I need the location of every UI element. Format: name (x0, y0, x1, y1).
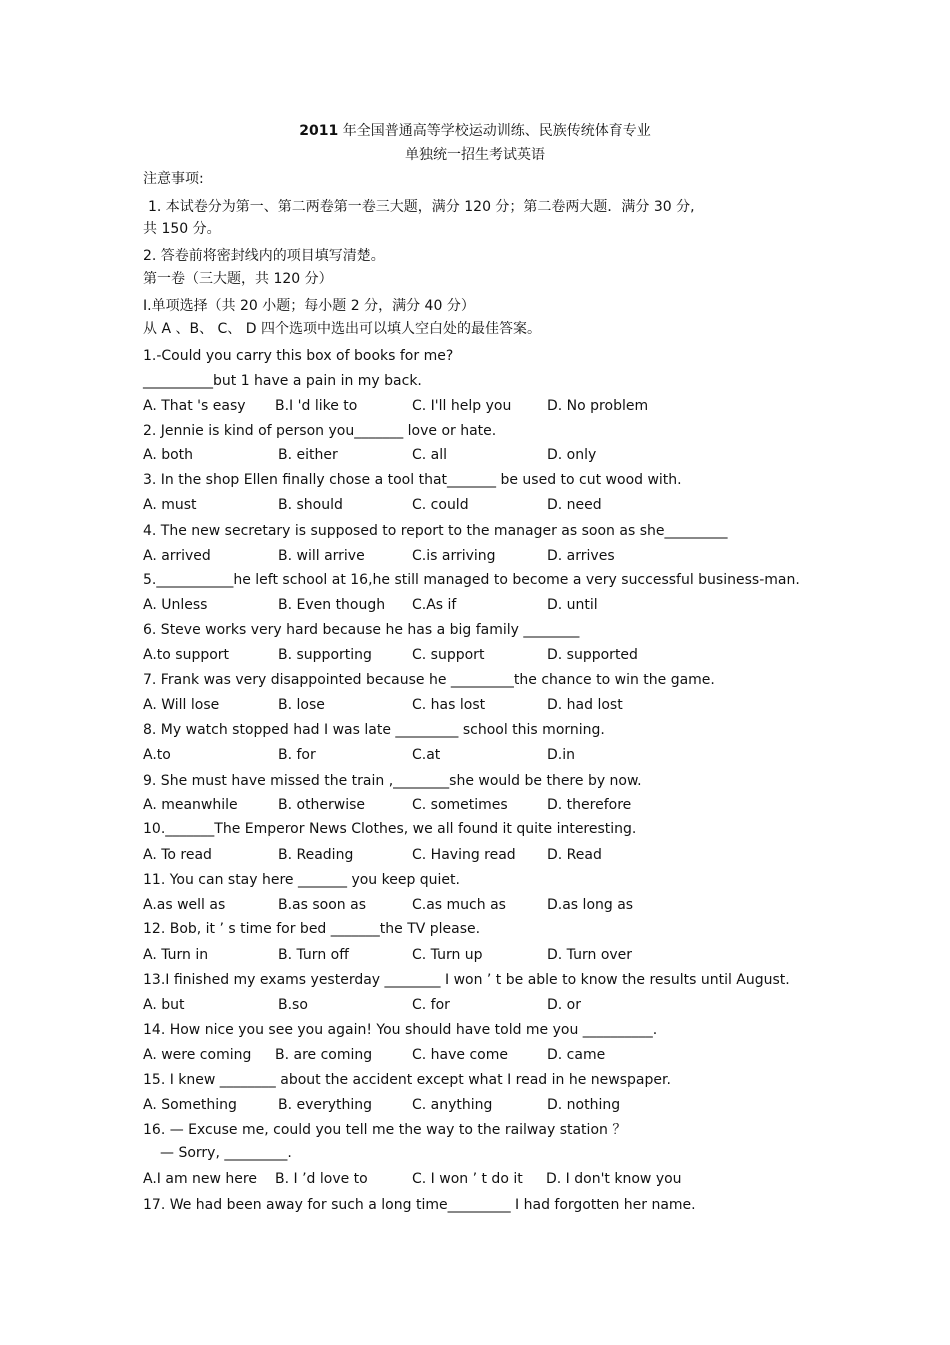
question-13-option-b: B.so (278, 997, 308, 1013)
question-5-option-d: D. until (547, 597, 598, 613)
note-1-continued: 共 150 分。 (143, 221, 221, 237)
question-7-option-c: C. has lost (412, 697, 486, 713)
question-11-option-d: D.as long as (547, 897, 634, 913)
question-3: 3. In the shop Ellen finally chose a tool that_______ be used to cut wood with. (143, 472, 682, 488)
question-16-option-b: B. I ’d love to (275, 1171, 368, 1187)
question-2: 2. Jennie is kind of person you_______ love or hate. (143, 423, 497, 439)
question-6-option-a: A.to support (143, 647, 230, 663)
question-10-option-a: A. To read (143, 847, 212, 863)
question-14-option-d: D. came (547, 1047, 606, 1063)
question-6-option-c: C. support (412, 647, 485, 663)
question-11-option-a: A.as well as (143, 897, 226, 913)
note-1: 1. 本试卷分为第一、第二两卷第一卷三大题，满分 120 分；第二卷两大题．满分 30 分, (148, 199, 695, 215)
question-10: 10._______The Emperor News Clothes, we all found it quite interesting. (143, 821, 637, 837)
question-1: 1.-Could you carry this box of books for me? (143, 348, 454, 364)
question-12-option-d: D. Turn over (547, 947, 633, 963)
question-3-option-c: C. could (412, 497, 469, 513)
question-10-option-d: D. Read (547, 847, 602, 863)
question-9-option-b: B. otherwise (278, 797, 366, 813)
question-5: 5.___________he left school at 16,he still managed to become a very successful business-man. (143, 572, 800, 588)
question-4-option-b: B. will arrive (278, 548, 365, 564)
question-1-option-d: D. No problem (547, 398, 649, 414)
question-5-option-b: B. Even though (278, 597, 386, 613)
question-11-option-b: B.as soon as (278, 897, 366, 913)
question-7: 7. Frank was very disappointed because he _________the chance to win the game. (143, 672, 715, 688)
question-12-option-b: B. Turn off (278, 947, 349, 963)
question-11-option-c: C.as much as (412, 897, 506, 913)
question-3-option-d: D. need (547, 497, 602, 513)
question-1-option-b: B.I 'd like to (275, 398, 358, 414)
question-10-option-c: C. Having read (412, 847, 516, 863)
part-1-heading: 第一卷（三大题，共 120 分） (143, 271, 333, 287)
question-14-option-c: C. have come (412, 1047, 508, 1063)
question-16-option-c: C. I won ’ t do it (412, 1171, 523, 1187)
question-8-option-b: B. for (278, 747, 316, 763)
question-6-option-b: B. supporting (278, 647, 372, 663)
question-2-option-d: D. only (547, 447, 597, 463)
question-15-option-c: C. anything (412, 1097, 493, 1113)
exam-title-line-1 (0, 121, 950, 141)
question-1-option-a: A. That 's easy (143, 398, 246, 414)
question-11: 11. You can stay here _______ you keep quiet. (143, 872, 460, 888)
question-4: 4. The new secretary is supposed to report to the manager as soon as she_________ (143, 523, 728, 539)
note-2: 2. 答卷前将密封线内的项目填写清楚。 (143, 248, 385, 264)
question-12-option-a: A. Turn in (143, 947, 209, 963)
question-4-option-d: D. arrives (547, 548, 615, 564)
question-2-option-c: C. all (412, 447, 448, 463)
question-6: 6. Steve works very hard because he has a big family ________ (143, 622, 580, 638)
question-14-option-b: B. are coming (275, 1047, 373, 1063)
question-3-option-a: A. must (143, 497, 197, 513)
question-8: 8. My watch stopped had I was late _________ school this morning. (143, 722, 605, 738)
question-12-option-c: C. Turn up (412, 947, 483, 963)
exam-year: 2011 (299, 123, 339, 139)
question-15-option-b: B. everything (278, 1097, 373, 1113)
question-7-option-d: D. had lost (547, 697, 623, 713)
question-15: 15. I knew ________ about the accident except what I read in he newspaper. (143, 1072, 671, 1088)
question-8-option-a: A.to (143, 747, 171, 763)
question-9: 9. She must have missed the train ,________she would be there by now. (143, 773, 642, 789)
question-2-option-b: B. either (278, 447, 338, 463)
question-4-option-c: C.is arriving (412, 548, 496, 564)
question-14-option-a: A. were coming (143, 1047, 252, 1063)
exam-title-text: 年全国普通高等学校运动训练、民族传统体育专业 (338, 123, 651, 139)
exam-title-line-2: 单独统一招生考试英语 (405, 147, 545, 163)
question-9-option-c: C. sometimes (412, 797, 508, 813)
question-9-option-d: D. therefore (547, 797, 632, 813)
question-6-option-d: D. supported (547, 647, 638, 663)
question-3-option-b: B. should (278, 497, 343, 513)
question-13-option-c: C. for (412, 997, 450, 1013)
question-15-option-a: A. Something (143, 1097, 237, 1113)
question-2-option-a: A. both (143, 447, 194, 463)
question-9-option-a: A. meanwhile (143, 797, 238, 813)
question-13-option-a: A. but (143, 997, 185, 1013)
question-1-option-c: C. I'll help you (412, 398, 512, 414)
question-12: 12. Bob, it ’ s time for bed _______the TV please. (143, 921, 481, 937)
notes-heading: 注意事项: (143, 171, 204, 187)
question-17: 17. We had been away for such a long time_________ I had forgotten her name. (143, 1197, 696, 1213)
question-14: 14. How nice you see you again! You should have told me you __________. (143, 1022, 658, 1038)
question-8-option-c: C.at (412, 747, 441, 763)
section-heading: I.单项选择（共 20 小题；每小题 2 分，满分 40 分） (143, 298, 475, 314)
question-13: 13.I finished my exams yesterday ________ I won ’ t be able to know the results until August. (143, 972, 790, 988)
question-7-option-b: B. lose (278, 697, 325, 713)
question-5-option-a: A. Unless (143, 597, 208, 613)
question-15-option-d: D. nothing (547, 1097, 621, 1113)
section-instruction: 从 A 、B、 C、 D 四个选项中选出可以填人空白处的最佳答案。 (143, 321, 541, 337)
question-8-option-d: D.in (547, 747, 575, 763)
question-16-option-a: A.I am new here (143, 1171, 257, 1187)
question-13-option-d: D. or (547, 997, 582, 1013)
question-4-option-a: A. arrived (143, 548, 211, 564)
question-16-line-2: — Sorry, _________. (160, 1145, 292, 1161)
question-10-option-b: B. Reading (278, 847, 354, 863)
question-7-option-a: A. Will lose (143, 697, 220, 713)
question-16: 16. — Excuse me, could you tell me the way to the railway station ？ (143, 1122, 627, 1138)
question-1-line-2: __________but 1 have a pain in my back. (143, 373, 422, 389)
question-5-option-c: C.As if (412, 597, 457, 613)
question-16-option-d: D. I don't know you (546, 1171, 682, 1187)
